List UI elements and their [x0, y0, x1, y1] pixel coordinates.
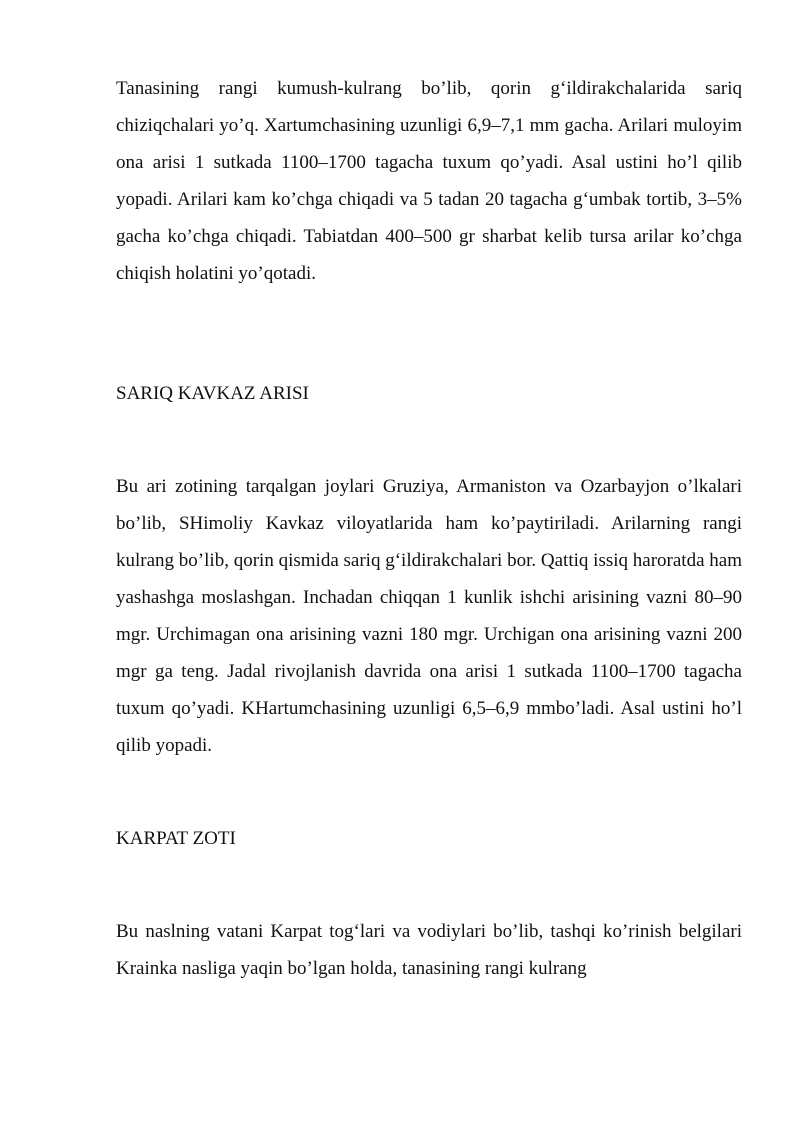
document-page [116, 70, 742, 987]
paragraph-1: Tanasining rangi kumush-kulrang bo’lib, qorin g‘ildirakchalarida sariq chiziqchalari yo’q. Xartumchasining uzunligi 6,9–7,1 mm gacha. Arilari muloyim ona arisi 1 sutkada 1100–1700 tagacha tuxum qo’yadi. Asal ustini ho’l qilib yopadi. Arilari kam ko’chga chiqadi va 5 tadan 20 tagacha g‘umbak tortib, 3–5% gacha ko’chga chiqadi. Tabiatdan 400–500 gr sharbat kelib tursa arilar ko’chga chiqish holatini yo’qotadi. [116, 78, 742, 284]
paragraph-3: Bu naslning vatani Karpat tog‘lari va vodiylari bo’lib, tashqi ko’rinish belgilari Krainka nasliga yaqin bo’lgan holda, tanasining rangi kulrang [116, 921, 742, 979]
section-heading-karpat: KARPAT ZOTI [116, 828, 236, 849]
paragraph-2: Bu ari zotining tarqalgan joylari Gruziya, Armaniston va Ozarbayjon o’lkalari bo’lib, SHimoliy Kavkaz viloyatlarida ham ko’paytiriladi. Arilarning rangi kulrang bo’lib, qorin qismida sariq g‘ildirakchalari bor. Qattiq issiq haroratda ham yashashga moslashgan. Inchadan chiqqan 1 kunlik ishchi arisining vazni 80–90 mgr. Urchimagan ona arisining vazni 180 mgr. Urchigan ona arisining vazni 200 mgr ga teng. Jadal rivojlanish davrida ona arisi 1 sutkada 1100–1700 tagacha tuxum qo’yadi. KHartumchasining uzunligi 6,5–6,9 mmbo’ladi. Asal ustini ho’l qilib yopadi. [116, 476, 742, 756]
section-heading-sariq-kavkaz: SARIQ KAVKAZ ARISI [116, 383, 309, 404]
